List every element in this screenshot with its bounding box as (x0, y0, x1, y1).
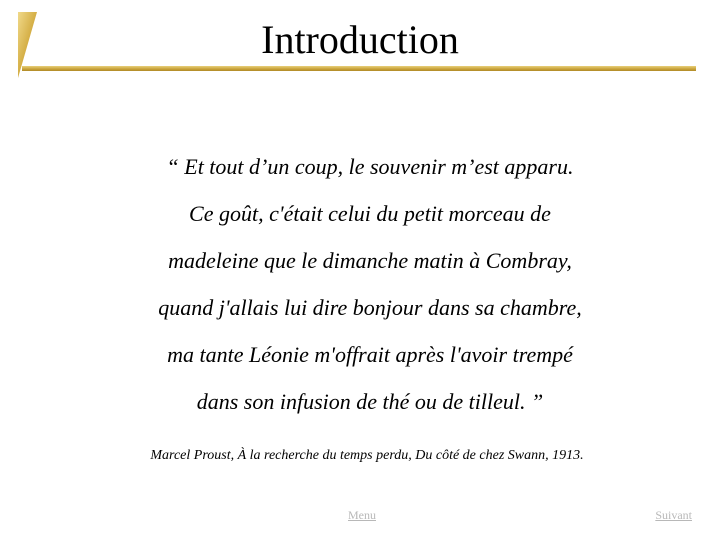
slide-title: Introduction (261, 17, 459, 62)
quote-line: ma tante Léonie m'offrait après l'avoir trempé (167, 342, 573, 367)
quote-line: quand j'allais lui dire bonjour dans sa chambre, (158, 295, 582, 320)
quote-line: madeleine que le dimanche matin à Combray, (168, 248, 572, 273)
menu-link[interactable]: Menu (348, 508, 376, 522)
next-link[interactable]: Suivant (655, 508, 692, 522)
proust-quote (0, 143, 720, 425)
quote-line: “ Et tout d’un coup, le souvenir m’est apparu. (166, 154, 574, 179)
quote-line: dans son infusion de thé ou de tilleul. ” (196, 389, 544, 414)
title-underline (22, 66, 696, 71)
quote-citation: Marcel Proust, À la recherche du temps perdu, Du côté de chez Swann, 1913. (150, 448, 584, 463)
quote-line: Ce goût, c'était celui du petit morceau de (189, 201, 551, 226)
